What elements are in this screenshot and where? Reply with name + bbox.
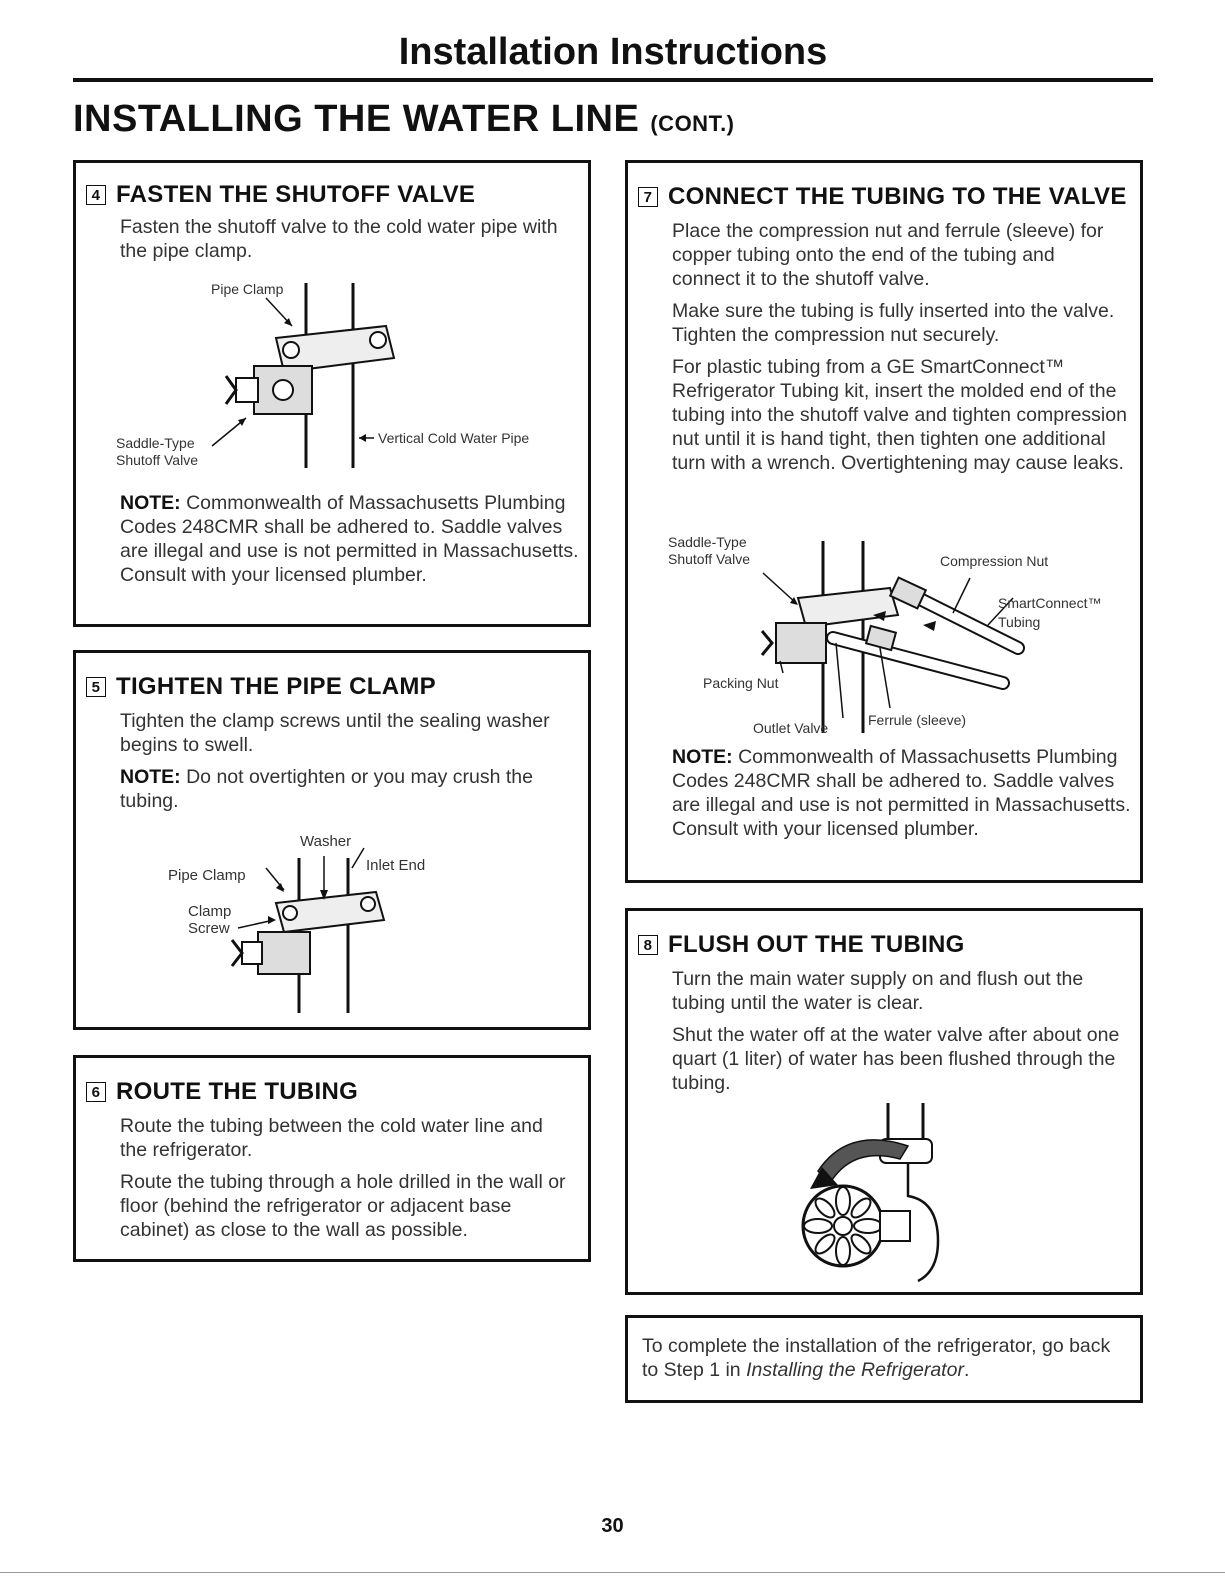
step-5-note-text: Do not overtighten or you may crush the tubing. <box>120 766 533 812</box>
step-6-title: ROUTE THE TUBING <box>116 1078 359 1105</box>
footer-divider <box>0 1572 1225 1573</box>
step-5-note-label: NOTE: <box>120 766 181 788</box>
step-5-heading <box>86 673 436 701</box>
step-4-box <box>73 160 591 627</box>
step-6-text-1: Route the tubing between the cold water line and the refrigerator. <box>120 1115 543 1161</box>
step-4-title: FASTEN THE SHUTOFF VALVE <box>116 181 476 208</box>
page-header <box>73 28 1153 82</box>
smartconnect-label: SmartConnect™ <box>998 595 1102 611</box>
washer-label: Washer <box>300 833 352 850</box>
step-5-title: TIGHTEN THE PIPE CLAMP <box>116 673 436 700</box>
pipe-clamp-label: Pipe Clamp <box>211 281 284 297</box>
step-8-number: 8 <box>638 935 658 955</box>
step-4-text: Fasten the shutoff valve to the cold water pipe with the pipe clamp. <box>120 216 558 262</box>
saddle-type-label: Saddle-Type <box>116 435 195 451</box>
tubing-connection-diagram <box>668 533 1128 743</box>
water-valve-diagram <box>788 1101 988 1286</box>
step-8-text-1: Turn the main water supply on and flush out the tubing until the water is clear. <box>672 968 1084 1014</box>
step-4-heading <box>86 181 475 209</box>
step-7-heading <box>638 183 1127 211</box>
step-4-note-label: NOTE: <box>120 492 181 514</box>
section-title <box>73 98 735 141</box>
step-7-number: 7 <box>638 187 658 207</box>
completion-text-end: . <box>963 1359 970 1381</box>
step-6-box <box>73 1055 591 1262</box>
step-5-note <box>120 765 560 813</box>
packing-nut-label: Packing Nut <box>703 675 779 691</box>
step-4-note <box>120 491 580 587</box>
pipe-clamp-label-2: Pipe Clamp <box>168 867 246 884</box>
step-7-text-1: Place the compression nut and ferrule (sleeve) for copper tubing onto the end of the tubing and connect it to the shutoff valve. <box>672 220 1104 290</box>
outlet-valve-label: Outlet Valve <box>753 720 829 736</box>
step-5-text: Tighten the clamp screws until the sealing washer begins to swell. <box>120 710 550 756</box>
shutoff-valve-label: Shutoff Valve <box>116 452 198 468</box>
completion-text-link: Installing the Refrigerator <box>746 1359 964 1381</box>
step-7-text-3: For plastic tubing from a GE SmartConnect™ Refrigerator Tubing kit, insert the molded end of the tubing into the shutoff valve and tighten compression nut until it is hand tight, then tighten one additional turn with a wrench. Overtightening may cause leaks. <box>672 356 1127 474</box>
step-8-box <box>625 908 1143 1295</box>
inlet-end-label: Inlet End <box>366 857 426 874</box>
ferrule-label: Ferrule (sleeve) <box>868 712 967 728</box>
step-7-title: CONNECT THE TUBING TO THE VALVE <box>668 183 1127 210</box>
step-7-text-2: Make sure the tubing is fully inserted into the valve. Tighten the compression nut securely. <box>672 300 1115 346</box>
step-8-heading <box>638 931 965 959</box>
step-8-text-2: Shut the water off at the water valve after about one quart (1 liter) of water has been flushed through the tubing. <box>672 1024 1120 1094</box>
saddle-type-label-2: Saddle-Type <box>668 534 747 550</box>
screw-label: Screw <box>188 920 230 937</box>
tubing-label: Tubing <box>998 614 1041 630</box>
completion-text <box>642 1334 1122 1382</box>
completion-box <box>625 1315 1143 1403</box>
step-5-box <box>73 650 591 1030</box>
step-7-note <box>672 745 1137 841</box>
section-cont-label: (CONT.) <box>650 111 735 136</box>
step-5-number: 5 <box>86 677 106 697</box>
section-title-text: INSTALLING THE WATER LINE <box>73 98 640 140</box>
step-6-heading <box>86 1078 358 1106</box>
step-7-note-label: NOTE: <box>672 746 733 768</box>
page-number: 30 <box>601 1515 624 1537</box>
step-7-box <box>625 160 1143 883</box>
compression-nut-label: Compression Nut <box>940 553 1049 569</box>
step-4-note-text: Commonwealth of Massachusetts Plumbing Codes 248CMR shall be adhered to. Saddle valves are illegal and use is not permitted in Massachusetts. Consult with your licensed plumber. <box>120 492 579 586</box>
shutoff-valve-label-2: Shutoff Valve <box>668 551 750 567</box>
vertical-cold-water-pipe-label: Vertical Cold Water Pipe <box>378 430 530 446</box>
clamp-label: Clamp <box>188 903 232 920</box>
step-4-number: 4 <box>86 185 106 205</box>
step-6-text-2: Route the tubing through a hole drilled in the wall or floor (behind the refrigerator or adjacent base cabinet) as close to the wall as possible. <box>120 1171 566 1241</box>
step-6-number: 6 <box>86 1082 106 1102</box>
page-header-title: Installation Instructions <box>398 31 828 73</box>
completion-text-main: To complete the installation of the refrigerator, go back to Step 1 in <box>642 1335 1111 1381</box>
step-8-title: FLUSH OUT THE TUBING <box>668 931 965 958</box>
shutoff-valve-diagram <box>116 268 576 478</box>
step-7-note-text: Commonwealth of Massachusetts Plumbing Codes 248CMR shall be adhered to. Saddle valves are illegal and use is not permitted in Massachusetts. Consult with your licensed plumber. <box>672 746 1131 840</box>
pipe-clamp-diagram <box>166 828 506 1018</box>
